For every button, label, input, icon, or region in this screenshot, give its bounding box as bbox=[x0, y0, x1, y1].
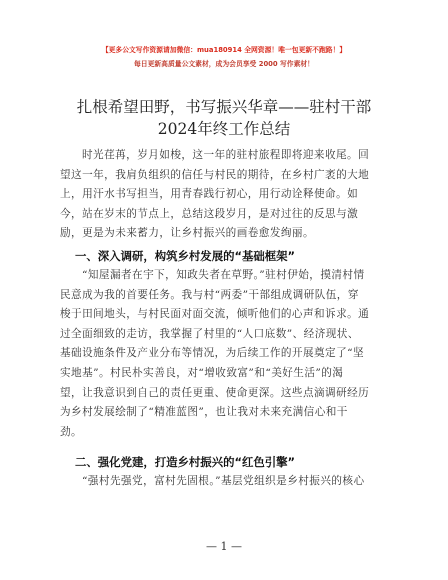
text-line: 劲。 bbox=[60, 425, 83, 438]
promo-banner-line-2: 每日更新高质量公文素材，成为会员享受 2000 写作素材！ bbox=[134, 60, 314, 68]
text-line: 今，站在岁末的节点上，总结这段岁月，是对过往的反思与激 bbox=[60, 207, 359, 220]
page-number: — 1 — bbox=[206, 540, 242, 553]
text-line: 梭于田间地头，与村民面对面交流，倾听他们的心声和诉求。通 bbox=[60, 308, 370, 321]
text-line: 为乡村发展绘制了“精准蓝图”，也让我对未来充满信心和干 bbox=[60, 406, 348, 419]
section-2-paragraph bbox=[60, 472, 392, 492]
section-1-heading: 一、深入调研，构筑乡村发展的“基础框架” bbox=[75, 249, 296, 263]
intro-paragraph bbox=[60, 146, 392, 244]
text-line: 民意成为我的首要任务。我与村“两委”干部组成调研队伍，穿 bbox=[60, 288, 359, 301]
document-title-line-1: 扎根希望田野，书写振兴华章——驻村干部 bbox=[76, 98, 372, 116]
text-line: 励，更是为未来蓄力，让乡村振兴的画卷愈发绚丽。 bbox=[60, 227, 315, 240]
text-line: 上，用汗水书写担当，用青春践行初心，用行动诠释使命。如 bbox=[60, 188, 359, 201]
document-title-line-2: 2024年终工作总结 bbox=[157, 120, 291, 138]
text-line: “强村先强党，富村先固根。”基层党组织是乡村振兴的核心 bbox=[82, 475, 365, 487]
section-1-paragraph bbox=[60, 266, 392, 442]
promo-banner-line-1: 【更多公文写作资源请加微信：mua180914 全网资源！唯一包更新不跑路！】 bbox=[101, 46, 347, 54]
text-line: 基础设施条件及产业分布等情况，为后续工作的开展奠定了“坚 bbox=[60, 347, 365, 360]
text-line: 过全面细致的走访，我掌握了村里的“人口底数”、经济现状、 bbox=[60, 327, 359, 340]
text-line: 实地基”。村民朴实善良，对“增收致富”和“美好生活”的渴 bbox=[60, 366, 344, 379]
text-line: “知屋漏者在宇下，知政失者在草野。”驻村伊始，摸清村情 bbox=[82, 269, 365, 281]
text-line: 时光荏苒，岁月如梭，这一年的驻村旅程即将迎来收尾。回 bbox=[82, 149, 370, 161]
section-2-heading: 二、强化党建，打造乡村振兴的“红色引擎” bbox=[75, 455, 296, 469]
text-line: 望，让我意识到自己的责任更重、使命更深。这些点滴调研经历 bbox=[60, 386, 370, 399]
text-line: 望这一年，我肩负组织的信任与村民的期待，在乡村广袤的大地 bbox=[60, 168, 370, 181]
